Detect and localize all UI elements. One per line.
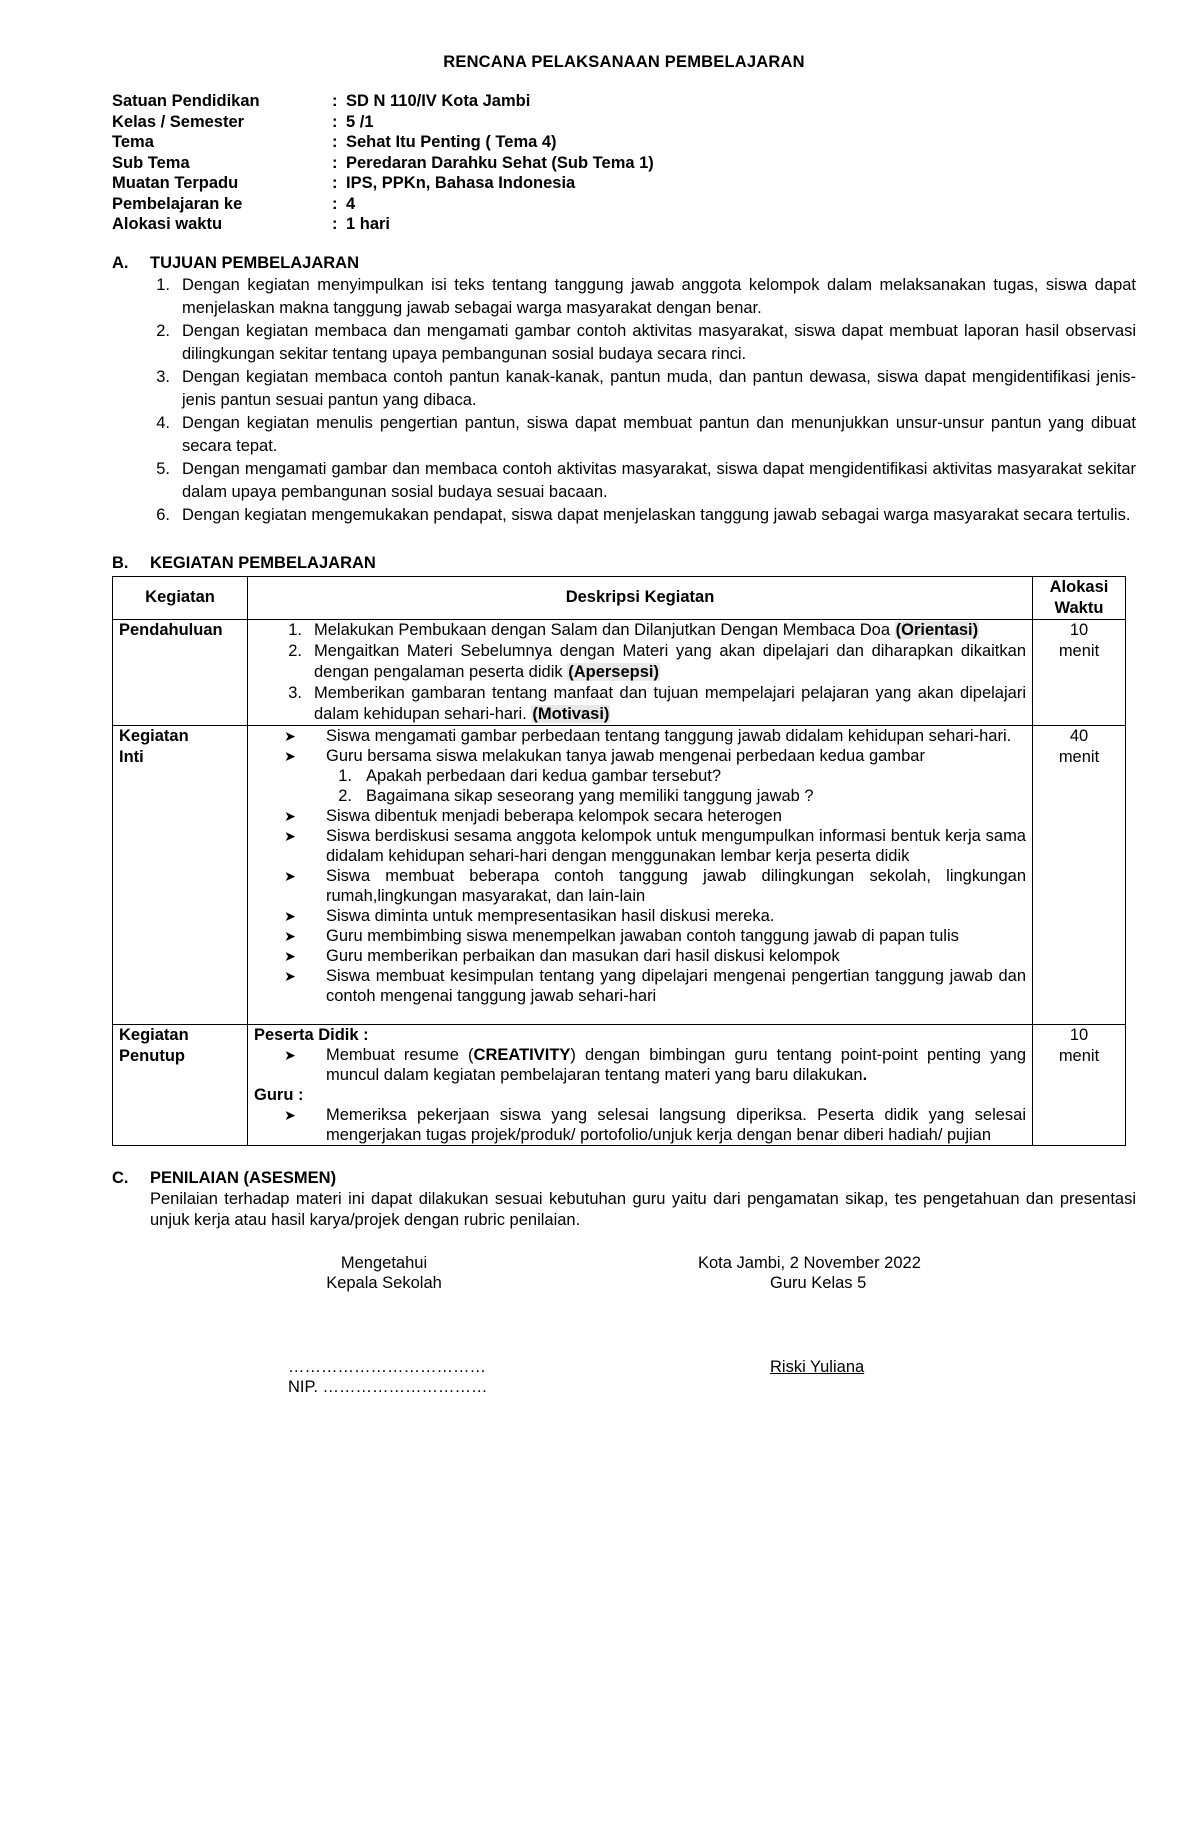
identity-value: IPS, PPKn, Bahasa Indonesia [346,174,576,192]
header-alokasi [1033,576,1126,619]
arrow-bullet-icon: ➤ [284,807,296,824]
identity-label: Sub Tema [112,153,190,172]
list-number: 5. [156,459,170,478]
identity-value: Peredaran Darahku Sehat (Sub Tema 1) [346,153,654,172]
section-letter: B. [112,553,129,572]
phase-name [113,1024,248,1145]
list-item [112,504,1136,527]
list-item [254,826,1026,866]
phase-description [248,619,1033,725]
header-deskripsi: Deskripsi Kegiatan [248,576,1033,619]
list-item [254,866,1026,906]
table-row [113,725,1126,1024]
identity-label: Muatan Terpadu [112,174,239,192]
identity-block [112,91,1136,235]
list-text: Siswa dibentuk menjadi beberapa kelompok secara heterogen [326,806,782,825]
activities-table [112,576,1126,1146]
list-item [112,320,1136,366]
list-item [112,274,1136,320]
section-title: TUJUAN PEMBELAJARAN [150,253,360,272]
list-text: Guru memberikan perbaikan dan masukan dari hasil diskusi kelompok [326,946,840,965]
sentence-period: . [862,1065,868,1084]
list-item [254,926,1026,946]
list-text: Siswa mengamati gambar perbedaan tentang tanggung jawab didalam kehidupan sehari-hari. [326,726,1012,745]
list-text: Melakukan Pembukaan dengan Salam dan Dilanjutkan Dengan Membaca Doa [314,620,891,639]
list-item [112,412,1136,458]
header-kegiatan: Kegiatan [113,576,248,619]
list-item [254,766,1026,786]
arrow-bullet-icon: ➤ [284,727,296,744]
phase-alokasi [1033,1024,1126,1145]
identity-label: Satuan Pendidikan [112,92,260,110]
alokasi-unit: menit [1058,641,1100,660]
arrow-bullet-icon: ➤ [284,907,296,924]
list-number: 2. [338,786,352,805]
identity-row [112,214,1136,235]
list-item [112,366,1136,412]
arrow-bullet-icon: ➤ [284,967,296,984]
list-text: Siswa membuat beberapa contoh tanggung jawab dilingkungan sekolah, lingkungan rumah,lingkungan masyarakat, dan lain-lain [326,866,1026,905]
phase-name-line2: Inti [119,747,144,766]
arrow-bullet-icon: ➤ [284,947,296,964]
list-text: Apakah perbedaan dari kedua gambar tersebut? [366,766,721,785]
phase-list [254,620,1026,725]
list-number: 1. [288,620,302,639]
phase-alokasi [1033,725,1126,1024]
identity-label: Tema [112,133,154,151]
section-title: PENILAIAN (ASESMEN) [150,1168,337,1187]
identity-colon: : [332,153,338,172]
phase-name-line1: Kegiatan [119,726,189,745]
phase-name [113,725,248,1024]
list-text: Bagaimana sikap seseorang yang memiliki tanggung jawab ? [366,786,814,805]
list-text: Membuat resume ( [326,1045,474,1064]
identity-colon: : [332,174,338,192]
identity-colon: : [332,92,338,110]
list-item [254,1105,1026,1145]
question-list [254,766,1026,806]
sign-right-line2: Guru Kelas 5 [770,1273,867,1292]
list-text: Siswa berdiskusi sesama anggota kelompok untuk mengumpulkan informasi bentuk kerja sama didalam kehidupan sehari-hari dengan menggunakan lembar kerja peserta didik [326,826,1026,865]
list-text: Siswa diminta untuk mempresentasikan hasil diskusi mereka. [326,906,775,925]
list-text: Memeriksa pekerjaan siswa yang selesai langsung diperiksa. Peserta didik yang selesai mengerjakan tugas projek/produk/ portofolio/unjuk kerja dengan benar diberi hadiah/ pujian [326,1105,1026,1144]
section-letter: A. [112,253,129,272]
identity-row [112,194,1136,215]
list-item [254,966,1026,1006]
list-text: ) dengan bimbingan guru tentang point-point penting yang muncul dalam kegiatan pembelajaran tentang materi yang baru dilakukan [326,1045,1026,1084]
identity-row [112,112,1136,133]
identity-row [112,173,1136,194]
alokasi-unit: menit [1058,1046,1100,1065]
header-alokasi-line2: Waktu [1054,598,1104,617]
phase-name-line2: Penutup [119,1046,185,1065]
identity-colon: : [332,133,338,151]
arrow-bullet-icon: ➤ [284,867,296,884]
alokasi-value: 10 [1069,1025,1089,1044]
list-text: Guru bersama siswa melakukan tanya jawab mengenai perbedaan kedua gambar [326,746,925,765]
phase-description [248,725,1033,1024]
guru-label: Guru : [254,1085,304,1104]
list-item [254,906,1026,926]
list-text: Dengan kegiatan membaca contoh pantun kanak-kanak, pantun muda, dan pantun dewasa, siswa dapat mengidentifikasi jenis-jenis pantun sesuai pantun yang dibaca. [182,367,1136,409]
list-number: 3. [156,367,170,386]
identity-label: Kelas / Semester [112,112,245,131]
section-b-heading [112,553,1136,574]
list-item [254,786,1026,806]
list-text: Memberikan gambaran tentang manfaat dan tujuan mempelajari pelajaran yang akan dipelajari dalam kehidupan sehari-hari. [314,683,1026,723]
list-number: 4. [156,413,170,432]
list-item [254,746,1026,766]
list-text-wrap [314,641,1026,683]
identity-row [112,132,1136,153]
arrow-bullet-icon: ➤ [284,1106,296,1123]
alokasi-value: 10 [1069,620,1089,639]
identity-value: 5 /1 [346,112,374,131]
header-alokasi-line1: Alokasi [1049,577,1109,596]
list-item [254,726,1026,746]
phase-name: Pendahuluan [113,619,248,725]
table-row [113,619,1126,725]
list-text: Dengan kegiatan menulis pengertian pantun, siswa dapat membuat pantun dan menunjukkan unsur-unsur pantun yang dibuat secara tepat. [182,413,1136,455]
list-text-wrap [314,620,1026,641]
creativity-label: CREATIVITY [473,1045,571,1064]
identity-value: SD N 110/IV Kota Jambi [346,92,531,110]
phase-name-line1: Kegiatan [119,1025,189,1044]
identity-value: 4 [346,194,356,213]
list-number: 3. [288,683,302,702]
goals-list [112,274,1136,527]
arrow-bullet-icon: ➤ [284,927,296,944]
sign-left-line2: Kepala Sekolah [326,1273,442,1292]
phase-alokasi [1033,619,1126,725]
list-text-wrap [326,1045,1026,1085]
list-item [254,946,1026,966]
list-text: Dengan kegiatan mengemukakan pendapat, siswa dapat menjelaskan tanggung jawab sebagai warga masyarakat secara tertulis. [182,505,1131,524]
alokasi-value: 40 [1069,726,1089,745]
list-item [112,458,1136,504]
assessment-text: Penilaian terhadap materi ini dapat dilakukan sesuai kebutuhan guru yaitu dari pengamatan sikap, tes pengetahuan dan presentasi unjuk kerja atau hasil karya/projek dengan rubric penilaian. [150,1189,1136,1229]
identity-colon: : [332,194,338,213]
section-letter: C. [112,1168,129,1187]
list-number: 2. [288,641,302,660]
sign-right-line1: Kota Jambi, 2 November 2022 [698,1253,921,1272]
list-text-wrap [314,683,1026,725]
teacher-name: Riski Yuliana [770,1357,865,1376]
identity-value: 1 hari [346,215,391,233]
identity-row [112,153,1136,174]
list-text: Mengaitkan Materi Sebelumnya dengan Materi yang akan dipelajari dan diharapkan dikaitkan dengan pengalaman peserta didik [314,641,1026,681]
identity-value: Sehat Itu Penting ( Tema 4) [346,133,557,151]
activity-tag: (Orientasi) [895,620,979,639]
arrow-bullet-icon: ➤ [284,747,296,764]
list-text: Guru membimbing siswa menempelkan jawaban contoh tanggung jawab di papan tulis [326,926,959,945]
list-number: 6. [156,505,170,524]
section-title: KEGIATAN PEMBELAJARAN [150,553,376,572]
headmaster-name: ……………………………… [288,1357,486,1376]
list-number: 1. [338,766,352,785]
section-a-heading [112,253,1136,274]
list-text: Dengan mengamati gambar dan membaca contoh aktivitas masyarakat, siswa dapat mengidentifikasi aktivitas masyarakat sekitar dalam upaya pembangunan sosial budaya sesuai bacaan. [182,459,1136,501]
arrow-bullet-icon: ➤ [284,827,296,844]
activity-tag: (Motivasi) [532,704,610,723]
list-item [254,1045,1026,1085]
identity-colon: : [332,112,338,131]
section-c-heading [112,1168,1136,1189]
list-item [254,683,1026,725]
list-number: 2. [156,321,170,340]
list-item [254,620,1026,641]
list-number: 1. [156,275,170,294]
list-text: Siswa membuat kesimpulan tentang yang dipelajari mengenai pengertian tanggung jawab dan contoh mengenai tanggung jawab sehari-hari [326,966,1026,1005]
list-text: Dengan kegiatan membaca dan mengamati gambar contoh aktivitas masyarakat, siswa dapat membuat laporan hasil observasi dilingkungan sekitar tentang upaya pembangunan sosial budaya secara rinci. [182,321,1136,363]
arrow-bullet-icon: ➤ [284,1046,296,1063]
identity-colon: : [332,215,338,233]
list-item [254,806,1026,826]
identity-label: Pembelajaran ke [112,194,243,213]
list-text: Dengan kegiatan menyimpulkan isi teks tentang tanggung jawab anggota kelompok dalam melaksanakan tugas, siswa dapat menjelaskan makna tanggung jawab sebagai warga masyarakat dengan benar. [182,275,1136,317]
signature-area [112,1253,1136,1413]
table-row [113,1024,1126,1145]
peserta-label: Peserta Didik : [254,1025,369,1044]
table-header-row [113,576,1126,619]
list-item [254,641,1026,683]
identity-row [112,91,1136,112]
identity-label: Alokasi waktu [112,215,223,233]
phase-description [248,1024,1033,1145]
alokasi-unit: menit [1058,747,1100,766]
document-title: RENCANA PELAKSANAAN PEMBELAJARAN [443,53,805,71]
headmaster-nip: NIP. ………………………… [288,1377,488,1396]
sign-left-line1: Mengetahui [340,1253,428,1272]
activity-tag: (Apersepsi) [568,662,659,681]
